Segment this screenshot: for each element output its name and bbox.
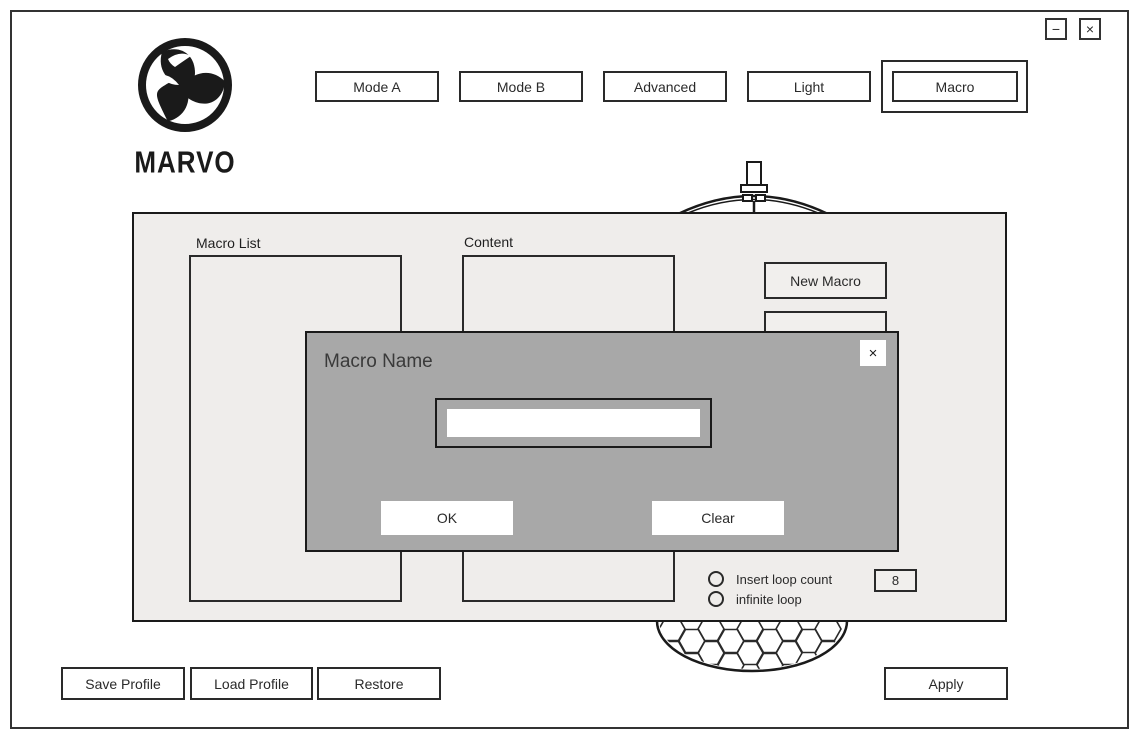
loop-count-field[interactable] xyxy=(874,569,917,592)
new-macro-button[interactable] xyxy=(764,262,887,299)
macro-name-field-frame xyxy=(435,398,712,448)
tab-label: Advanced xyxy=(633,78,697,95)
loop-count-value: 8 xyxy=(891,573,900,588)
minimize-button[interactable] xyxy=(1045,18,1067,40)
marvo-logo-icon xyxy=(135,34,235,136)
save-profile-button[interactable] xyxy=(61,667,185,700)
tab-label: Light xyxy=(793,78,825,95)
tab-label: Mode A xyxy=(353,78,401,95)
minimize-icon: − xyxy=(1051,21,1061,37)
mouse-bottom-graphic xyxy=(647,620,857,678)
close-icon: × xyxy=(1085,21,1095,37)
tab-light[interactable] xyxy=(747,71,871,102)
content-label: Content xyxy=(464,234,514,250)
restore-button[interactable] xyxy=(317,667,441,700)
save-profile-label: Save Profile xyxy=(85,675,161,692)
tab-label: Mode B xyxy=(496,78,546,95)
infinite-loop-label: infinite loop xyxy=(736,592,802,607)
window-close-button[interactable] xyxy=(1079,18,1101,40)
macro-name-input[interactable] xyxy=(447,409,700,437)
ok-button[interactable] xyxy=(381,501,513,535)
tab-mode-b[interactable] xyxy=(459,71,583,102)
macro-name-dialog xyxy=(305,331,899,552)
apply-label: Apply xyxy=(928,675,964,692)
insert-loop-label: Insert loop count xyxy=(736,572,833,587)
ok-label: OK xyxy=(436,510,458,526)
macro-list-label: Macro List xyxy=(196,235,261,251)
tab-mode-a[interactable] xyxy=(315,71,439,102)
dialog-title: Macro Name xyxy=(324,351,433,372)
apply-button[interactable] xyxy=(884,667,1008,700)
tab-macro[interactable] xyxy=(892,71,1018,102)
mouse-top-graphic xyxy=(642,154,862,214)
infinite-loop-radio[interactable] xyxy=(708,591,724,607)
tab-label: Macro xyxy=(935,78,975,95)
load-profile-button[interactable] xyxy=(190,667,313,700)
clear-label: Clear xyxy=(701,510,735,526)
new-macro-label: New Macro xyxy=(790,272,861,289)
restore-label: Restore xyxy=(354,675,404,692)
load-profile-label: Load Profile xyxy=(214,675,289,692)
app-window xyxy=(10,10,1129,729)
clear-button[interactable] xyxy=(652,501,784,535)
dialog-close-button[interactable] xyxy=(860,340,886,366)
insert-loop-radio[interactable] xyxy=(708,571,724,587)
brand-wordmark: MARVO xyxy=(134,144,236,180)
tab-advanced[interactable] xyxy=(603,71,727,102)
close-icon: × xyxy=(868,344,878,362)
